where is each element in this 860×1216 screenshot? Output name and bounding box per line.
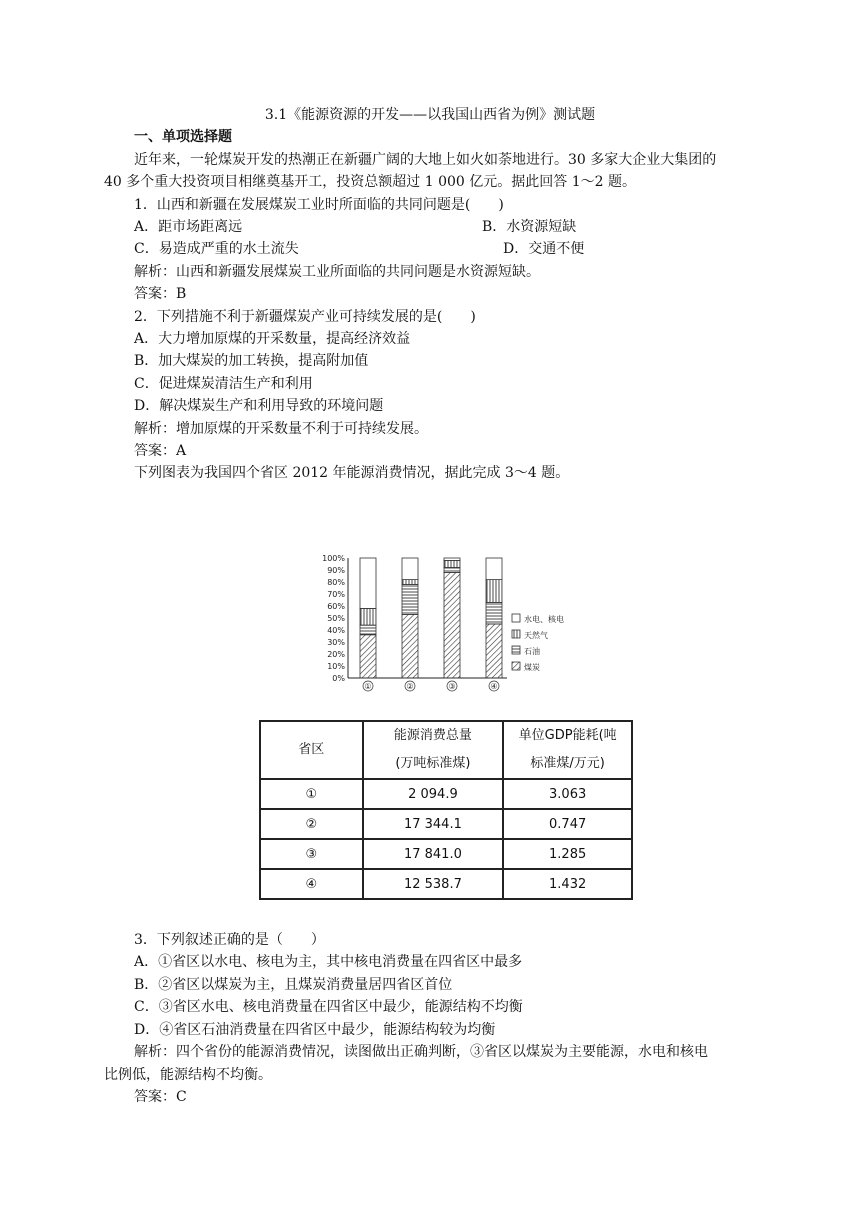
cell-per-gdp: 1.432 [503, 869, 632, 899]
section-heading: 一、单项选择题 [134, 129, 232, 145]
y-tick-label: 90% [327, 566, 345, 575]
bar-segment [360, 625, 376, 635]
cell-region: ② [260, 809, 363, 839]
legend-label: 天然气 [524, 631, 548, 640]
legend-swatch [512, 646, 520, 654]
category-label: ① [364, 682, 372, 691]
q1-option-d: D．交通不便 [503, 241, 585, 257]
bar-segment [444, 560, 460, 567]
bar-segment [486, 580, 502, 603]
q3-stem: 3．下列叙述正确的是（ ） [134, 932, 325, 948]
q2-option-a: A．大力增加原煤的开采数量，提高经济效益 [134, 331, 411, 347]
q2-option-d: D．解决煤炭生产和利用导致的环境问题 [134, 398, 384, 414]
cell-total: 17 344.1 [363, 809, 504, 839]
q2-analysis: 解析：增加原煤的开采数量不利于可持续发展。 [134, 421, 428, 437]
bar-segment [444, 572, 460, 678]
cell-total: 2 094.9 [363, 779, 504, 809]
cell-total: 12 538.7 [363, 869, 504, 899]
bar-segment [444, 558, 460, 560]
q1-answer: 答案：B [134, 286, 187, 302]
cell-region: ① [260, 779, 363, 809]
y-tick-label: 20% [327, 650, 345, 659]
bar-segment [360, 608, 376, 625]
legend-label: 水电、核电 [524, 615, 564, 624]
q2-option-b: B．加大煤炭的加工转换，提高附加值 [134, 353, 369, 369]
q3-analysis-line2: 比例低，能源结构不均衡。 [104, 1067, 272, 1083]
y-tick-label: 60% [327, 602, 345, 611]
table-row [260, 779, 632, 809]
category-label: ③ [448, 682, 456, 691]
header-energy-per-gdp: 单位GDP能耗(吨 标准煤/万元) [503, 721, 632, 779]
y-tick-label: 30% [327, 638, 345, 647]
bar-segment [486, 602, 502, 624]
table-row [260, 839, 632, 869]
intro-paragraph-line1: 近年来，一轮煤炭开发的热潮正在新疆广阔的大地上如火如荼地进行。30 多家大企业大集团的 [134, 152, 717, 168]
legend-swatch [512, 630, 520, 638]
legend-label: 石油 [524, 647, 540, 656]
y-tick-label: 10% [327, 662, 345, 671]
document-title: 3.1《能源资源的开发——以我国山西省为例》测试题 [264, 107, 596, 123]
y-tick-label: 80% [327, 578, 345, 587]
category-label: ② [406, 682, 414, 691]
cell-per-gdp: 0.747 [503, 809, 632, 839]
q3-option-b: B．②省区以煤炭为主，且煤炭消费量居四省区首位 [134, 977, 453, 993]
category-label: ④ [490, 682, 498, 691]
q1-analysis: 解析：山西和新疆发展煤炭工业所面临的共同问题是水资源短缺。 [134, 264, 540, 280]
cell-per-gdp: 1.285 [503, 839, 632, 869]
energy-data-table [259, 720, 633, 900]
energy-consumption-chart [312, 552, 564, 692]
intro-paragraph-line2: 40 多个重大投资项目相继奠基开工，投资总额超过 1 000 亿元。据此回答 1～2 题。 [104, 174, 636, 190]
q2-stem: 2．下列措施不利于新疆煤炭产业可持续发展的是( ) [134, 309, 476, 325]
table-header-row [260, 721, 632, 779]
y-tick-label: 0% [332, 674, 345, 683]
legend-swatch [512, 614, 520, 622]
chart-intro: 下列图表为我国四个省区 2012 年能源消费情况，据此完成 3～4 题。 [134, 465, 570, 481]
table-row [260, 869, 632, 899]
q2-answer: 答案：A [134, 443, 187, 459]
q3-answer: 答案：C [134, 1089, 187, 1105]
bar-segment [402, 558, 418, 580]
q1-option-a: A．距市场距离远 [134, 219, 243, 235]
q3-option-c: C．③省区水电、核电消费量在四省区中最少，能源结构不均衡 [134, 999, 523, 1015]
q3-analysis-line1: 解析：四个省份的能源消费情况，读图做出正确判断，③省区以煤炭为主要能源，水电和核电 [134, 1044, 708, 1060]
cell-per-gdp: 3.063 [503, 779, 632, 809]
cell-region: ④ [260, 869, 363, 899]
header-region: 省区 [260, 721, 363, 779]
y-tick-label: 100% [322, 554, 345, 563]
bar-segment [486, 624, 502, 678]
bar-segment [402, 584, 418, 614]
q3-option-d: D．④省区石油消费量在四省区中最少，能源结构较为均衡 [134, 1022, 496, 1038]
bar-segment [402, 580, 418, 585]
cell-region: ③ [260, 839, 363, 869]
q1-option-c: C．易造成严重的水土流失 [134, 241, 299, 257]
bar-segment [360, 635, 376, 678]
y-tick-label: 50% [327, 614, 345, 623]
bar-segment [402, 614, 418, 678]
legend-swatch [512, 662, 520, 670]
q3-option-a: A．①省区以水电、核电为主，其中核电消费量在四省区中最多 [134, 954, 523, 970]
bar-segment [360, 558, 376, 608]
cell-total: 17 841.0 [363, 839, 504, 869]
table-row [260, 809, 632, 839]
y-tick-label: 70% [327, 590, 345, 599]
header-total-consumption: 能源消费总量 (万吨标准煤) [363, 721, 504, 779]
q2-option-c: C．促进煤炭清洁生产和利用 [134, 376, 313, 392]
legend-label: 煤炭 [524, 663, 540, 672]
q1-stem: 1．山西和新疆在发展煤炭工业时所面临的共同问题是( ) [134, 197, 504, 213]
y-tick-label: 40% [327, 626, 345, 635]
bar-segment [444, 568, 460, 573]
q1-option-b: B．水资源短缺 [482, 219, 577, 235]
bar-segment [486, 558, 502, 580]
